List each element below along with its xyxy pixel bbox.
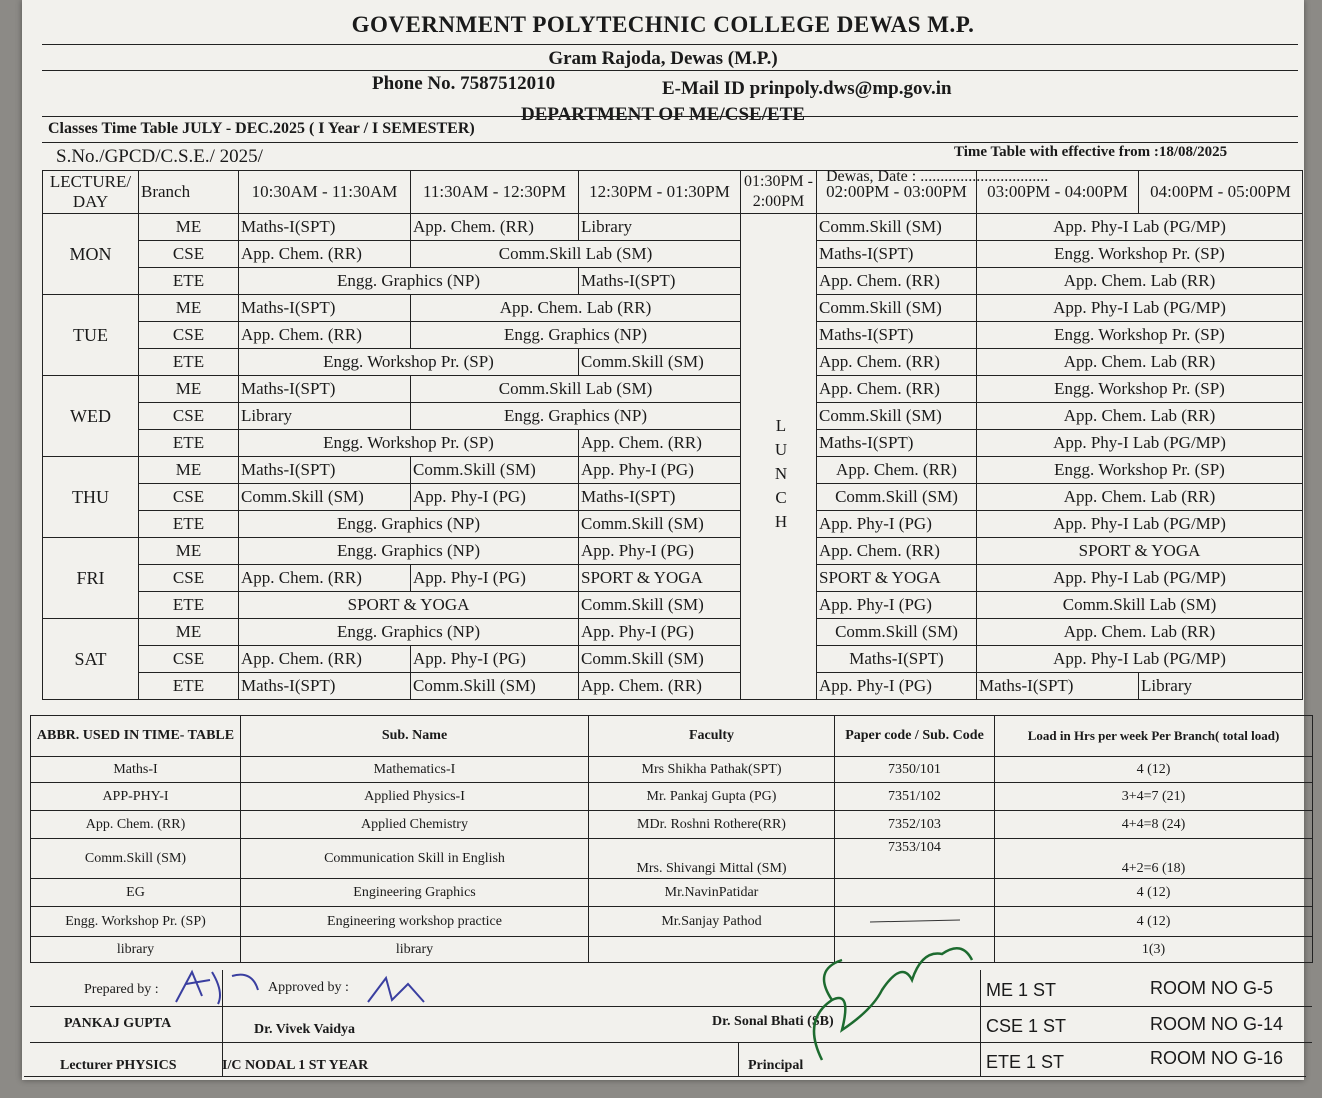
abbr-cell: 7350/101 xyxy=(835,757,995,783)
preparer-signature-icon xyxy=(162,962,282,1012)
branch-cse: CSE xyxy=(139,241,239,268)
head-branch: Branch xyxy=(139,171,239,214)
day-fri: FRI xyxy=(43,538,139,619)
branch-cse: CSE xyxy=(139,322,239,349)
cell: Maths-I(SPT) xyxy=(239,295,411,322)
timetable-grid xyxy=(42,170,1303,700)
cell: Comm.Skill Lab (SM) xyxy=(411,376,741,403)
approver-signature-icon xyxy=(362,972,432,1012)
abbr-cell: 4+2=6 (18) xyxy=(995,839,1313,879)
cell: App. Chem. Lab (RR) xyxy=(411,295,741,322)
abbr-cell: App. Chem. (RR) xyxy=(31,811,241,839)
cell: Library xyxy=(239,403,411,430)
room-number: ROOM NO G-16 xyxy=(1150,1048,1284,1068)
cell: App. Phy-I Lab (PG/MP) xyxy=(977,295,1303,322)
lunch-letter: N xyxy=(774,464,788,483)
cell: App. Chem. (RR) xyxy=(817,268,977,295)
serial-number: S.No./GPCD/C.S.E./ 2025/ xyxy=(56,146,263,167)
classes-caption: Classes Time Table JULY - DEC.2025 ( I Year / I SEMESTER) xyxy=(48,120,475,137)
dash-mark-icon xyxy=(860,912,970,926)
abbr-cell xyxy=(835,879,995,907)
branch-me: ME xyxy=(139,457,239,484)
college-address: Gram Rajoda, Dewas (M.P.) xyxy=(548,48,778,69)
cell: Comm.Skill (SM) xyxy=(579,511,741,538)
abbr-head: Load in Hrs per week Per Branch( total load) xyxy=(995,716,1313,757)
cell: SPORT & YOGA xyxy=(817,565,977,592)
cell: App. Phy-I (PG) xyxy=(817,511,977,538)
cell: App. Chem. Lab (RR) xyxy=(977,268,1303,295)
head-slot: 03:00PM - 04:00PM xyxy=(977,171,1139,214)
header-rule xyxy=(42,116,1298,117)
cell: Maths-I(SPT) xyxy=(239,673,411,700)
cell: Engg. Workshop Pr. (SP) xyxy=(977,457,1303,484)
abbr-head: Faculty xyxy=(589,716,835,757)
abbr-cell: 3+4=7 (21) xyxy=(995,783,1313,811)
cell: Comm.Skill (SM) xyxy=(817,619,977,646)
footer-divider xyxy=(738,1042,739,1076)
abbr-cell: Applied Chemistry xyxy=(241,811,589,839)
abbr-cell: Communication Skill in English xyxy=(241,839,589,879)
day-tue: TUE xyxy=(43,295,139,376)
cell: App. Phy-I (PG) xyxy=(579,457,741,484)
cell: App. Chem. (RR) xyxy=(579,673,741,700)
lunch-letter: U xyxy=(774,440,788,459)
branch-ete: ETE xyxy=(139,268,239,295)
header-rule xyxy=(42,44,1298,45)
cell: Comm.Skill (SM) xyxy=(817,403,977,430)
cell: App. Phy-I (PG) xyxy=(817,673,977,700)
head-lecture-day: LECTURE/ DAY xyxy=(43,171,139,214)
cell: Comm.Skill (SM) xyxy=(579,646,741,673)
abbr-cell: Mathematics-I xyxy=(241,757,589,783)
cell: Engg. Workshop Pr. (SP) xyxy=(977,322,1303,349)
cell: App. Phy-I Lab (PG/MP) xyxy=(977,214,1303,241)
approver-name: Dr. Vivek Vaidya xyxy=(254,1022,356,1037)
cell: App. Chem. (RR) xyxy=(239,241,411,268)
cell: App. Chem. (RR) xyxy=(239,646,411,673)
cell: App. Chem. (RR) xyxy=(817,538,977,565)
cell: App. Chem. Lab (RR) xyxy=(977,619,1303,646)
branch-ete: ETE xyxy=(139,430,239,457)
branch-cse: CSE xyxy=(139,403,239,430)
approver-designation: I/C NODAL 1 ST YEAR xyxy=(222,1058,369,1073)
abbr-cell: EG xyxy=(31,879,241,907)
cell: App. Phy-I Lab (PG/MP) xyxy=(977,646,1303,673)
abbr-head: Paper code / Sub. Code xyxy=(835,716,995,757)
cell: Maths-I(SPT) xyxy=(817,322,977,349)
cell: SPORT & YOGA xyxy=(977,538,1303,565)
principal-designation: Principal xyxy=(748,1058,804,1073)
abbr-cell: Mr.Sanjay Pathod xyxy=(589,907,835,937)
cell: Maths-I(SPT) xyxy=(817,241,977,268)
cell: Maths-I(SPT) xyxy=(977,673,1139,700)
branch-cse: CSE xyxy=(139,565,239,592)
preparer-name: PANKAJ GUPTA xyxy=(64,1016,172,1031)
timetable-document xyxy=(22,0,1304,1080)
abbr-cell: Engineering Graphics xyxy=(241,879,589,907)
college-title: GOVERNMENT POLYTECHNIC COLLEGE DEWAS M.P. xyxy=(351,12,975,37)
head-slot: 10:30AM - 11:30AM xyxy=(239,171,411,214)
cell: Engg. Workshop Pr. (SP) xyxy=(239,430,579,457)
room-number: ROOM NO G-5 xyxy=(1150,978,1274,998)
cell: Maths-I(SPT) xyxy=(239,457,411,484)
abbr-cell: Applied Physics-I xyxy=(241,783,589,811)
cell: Library xyxy=(1139,673,1303,700)
cell: Comm.Skill (SM) xyxy=(817,484,977,511)
approved-by-label: Approved by : xyxy=(268,980,349,995)
day-wed: WED xyxy=(43,376,139,457)
abbr-cell: Engg. Workshop Pr. (SP) xyxy=(31,907,241,937)
cell: App. Chem. (RR) xyxy=(239,565,411,592)
cell: Comm.Skill (SM) xyxy=(239,484,411,511)
abbr-cell: 4 (12) xyxy=(995,879,1313,907)
email-id: E-Mail ID prinpoly.dws@mp.gov.in xyxy=(662,78,952,99)
footer-rule xyxy=(24,1076,1306,1077)
abbr-head: Sub. Name xyxy=(241,716,589,757)
cell: App. Chem. (RR) xyxy=(239,322,411,349)
branch-me: ME xyxy=(139,376,239,403)
cell: Maths-I(SPT) xyxy=(817,646,977,673)
abbr-head: ABBR. USED IN TIME- TABLE xyxy=(31,716,241,757)
head-slot-lunch: 01:30PM - 2:00PM xyxy=(741,171,817,214)
cell: App. Phy-I Lab (PG/MP) xyxy=(977,511,1303,538)
abbr-cell: 7352/103 xyxy=(835,811,995,839)
cell: Comm.Skill (SM) xyxy=(817,214,977,241)
cell: Comm.Skill (SM) xyxy=(579,592,741,619)
head-slot: 12:30PM - 01:30PM xyxy=(579,171,741,214)
lunch-letter: L xyxy=(775,416,787,435)
day-sat: SAT xyxy=(43,619,139,700)
cell: App. Phy-I Lab (PG/MP) xyxy=(977,565,1303,592)
cell: Comm.Skill Lab (SM) xyxy=(977,592,1303,619)
cell: Maths-I(SPT) xyxy=(817,430,977,457)
cell: Comm.Skill (SM) xyxy=(579,349,741,376)
abbr-cell: 7353/104 xyxy=(835,839,995,879)
cell: Engg. Graphics (NP) xyxy=(239,619,579,646)
cell: SPORT & YOGA xyxy=(579,565,741,592)
branch-ete: ETE xyxy=(139,592,239,619)
branch-me: ME xyxy=(139,538,239,565)
cell: App. Chem. (RR) xyxy=(817,376,977,403)
cell: Engg. Workshop Pr. (SP) xyxy=(239,349,579,376)
cell: App. Chem. Lab (RR) xyxy=(977,403,1303,430)
principal-name: Dr. Sonal Bhati (SB) xyxy=(712,1014,834,1029)
head-slot: 11:30AM - 12:30PM xyxy=(411,171,579,214)
cell: Maths-I(SPT) xyxy=(239,214,411,241)
cell: App. Phy-I Lab (PG/MP) xyxy=(977,430,1303,457)
cell: App. Chem. (RR) xyxy=(411,214,579,241)
phone-number: Phone No. 7587512010 xyxy=(372,73,556,94)
abbr-cell: Mrs. Shivangi Mittal (SM) xyxy=(589,839,835,879)
abbr-cell: APP-PHY-I xyxy=(31,783,241,811)
cell: App. Phy-I (PG) xyxy=(411,484,579,511)
abbr-cell: library xyxy=(31,937,241,963)
cell: Engg. Graphics (NP) xyxy=(239,511,579,538)
prepared-by-label: Prepared by : xyxy=(84,982,159,997)
cell: Engg. Graphics (NP) xyxy=(239,538,579,565)
branch-cse: CSE xyxy=(139,484,239,511)
day-mon: MON xyxy=(43,214,139,295)
abbr-cell: Mrs Shikha Pathak(SPT) xyxy=(589,757,835,783)
cell: Engg. Workshop Pr. (SP) xyxy=(977,241,1303,268)
department-title: DEPARTMENT OF ME/CSE/ETE xyxy=(520,104,806,125)
cell: App. Phy-I (PG) xyxy=(817,592,977,619)
branch-me: ME xyxy=(139,619,239,646)
abbr-cell: MDr. Roshni Rothere(RR) xyxy=(589,811,835,839)
header-rule xyxy=(42,142,1298,143)
cell: Maths-I(SPT) xyxy=(579,484,741,511)
cell: Comm.Skill (SM) xyxy=(817,295,977,322)
branch-me: ME xyxy=(139,214,239,241)
principal-signature-icon xyxy=(792,930,992,1080)
cell: SPORT & YOGA xyxy=(239,592,579,619)
cell: App. Phy-I (PG) xyxy=(411,565,579,592)
day-thu: THU xyxy=(43,457,139,538)
cell: Maths-I(SPT) xyxy=(239,376,411,403)
cell: Engg. Graphics (NP) xyxy=(411,403,741,430)
cell: App. Chem. (RR) xyxy=(579,430,741,457)
cell: Library xyxy=(579,214,741,241)
cell: Maths-I(SPT) xyxy=(579,268,741,295)
cell: App. Chem. Lab (RR) xyxy=(977,484,1303,511)
preparer-designation: Lecturer PHYSICS xyxy=(60,1058,177,1073)
cell: App. Chem. (RR) xyxy=(817,457,977,484)
abbr-cell: 4+4=8 (24) xyxy=(995,811,1313,839)
cell: Comm.Skill (SM) xyxy=(411,457,579,484)
cell: App. Chem. Lab (RR) xyxy=(977,349,1303,376)
cell: App. Phy-I (PG) xyxy=(579,619,741,646)
cell: App. Phy-I (PG) xyxy=(579,538,741,565)
effective-date: Time Table with effective from :18/08/2025 xyxy=(954,144,1228,160)
room-allocation xyxy=(980,972,1308,1076)
branch-me: ME xyxy=(139,295,239,322)
cell: Engg. Graphics (NP) xyxy=(411,322,741,349)
lunch-letter: C xyxy=(775,488,787,507)
cell: Engg. Workshop Pr. (SP) xyxy=(977,376,1303,403)
abbr-cell: 7351/102 xyxy=(835,783,995,811)
branch-cse: CSE xyxy=(139,646,239,673)
head-slot: 02:00PM - 03:00PM xyxy=(817,171,977,214)
cell: Comm.Skill Lab (SM) xyxy=(411,241,741,268)
head-slot: 04:00PM - 05:00PM xyxy=(1139,171,1303,214)
cell: Engg. Graphics (NP) xyxy=(239,268,579,295)
dewas-date: Dewas, Date : ................................ xyxy=(826,168,1049,185)
abbr-cell: 1(3) xyxy=(995,937,1313,963)
abbr-cell: library xyxy=(241,937,589,963)
abbr-cell: 4 (12) xyxy=(995,757,1313,783)
room-number: ROOM NO G-14 xyxy=(1150,1014,1284,1034)
abbr-cell: Mr. Pankaj Gupta (PG) xyxy=(589,783,835,811)
lunch-letter: H xyxy=(774,512,788,531)
abbr-cell: Engineering workshop practice xyxy=(241,907,589,937)
abbr-cell: Comm.Skill (SM) xyxy=(31,839,241,879)
abbr-cell: Mr.NavinPatidar xyxy=(589,879,835,907)
branch-ete: ETE xyxy=(139,511,239,538)
lunch-label xyxy=(768,414,794,534)
abbreviation-table xyxy=(30,715,1313,963)
branch-ete: ETE xyxy=(139,349,239,376)
room-branch: ETE 1 ST xyxy=(986,1052,1065,1072)
cell: App. Phy-I (PG) xyxy=(411,646,579,673)
branch-ete: ETE xyxy=(139,673,239,700)
abbr-cell: 4 (12) xyxy=(995,907,1313,937)
header-rule xyxy=(42,70,1298,71)
room-branch: CSE 1 ST xyxy=(986,1016,1067,1036)
cell: App. Chem. (RR) xyxy=(817,349,977,376)
abbr-cell: Maths-I xyxy=(31,757,241,783)
cell: Comm.Skill (SM) xyxy=(411,673,579,700)
room-branch: ME 1 ST xyxy=(986,980,1057,1000)
